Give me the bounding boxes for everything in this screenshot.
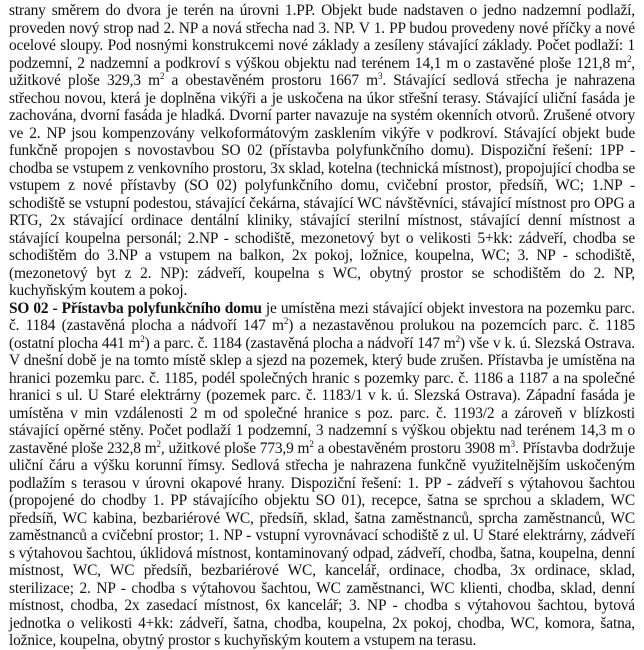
document-page xyxy=(9,0,635,650)
unit-exponent: 2 xyxy=(159,70,165,81)
text-run: . Stávající sedlová střecha je nahrazena střechou novou, která je doplněna vikýři a je uskočena na úkor střešní terasy. Stávající uliční fasáda je zachována, dvorní fasáda je hladká. Dvorní parter navazuje na systém okenních otvorů. Zrušené otvory ve 2. NP jsou kompenzovány velkoformátovým zasklením vikýře v podkroví. Stávající objekt bude funkčně propojen s novostavbou SO 02 (přístavba polyfunkčního domu). Dispoziční řešení: 1PP - chodba se vstupem z venkovního prostoru, 3x sklad, kotelna (technická místnost), propojující chodba se vstupem z nové přístavby (SO 02) polyfunkčního domu, cvičební prostor, předsíň, WC; 1.NP - schodiště se vstupní podestou, stávající čekárna, stávající WC návštěvníci, stávající místnost pro OPG a RTG, 2x stávající ordinace dentální kliniky, stávající sterilní místnost, stávající denní místnost a stávající koupelna personál; 2.NP - schodiště, mezonetový byt o velikosti 5+kk: zádveří, chodba se schodištěm do 3.NP a vstupem na balkon, 2x pokoj, ložnice, koupelna, WC; 3. NP - schodiště, (mezonetový byt z 2. NP): zádveří, koupelna s WC, obytný prostor se schodištěm do 2. NP, kuchyňským koutem a pokoj. xyxy=(9,72,635,299)
text-run: je umístěna mezi stávající objekt investora na pozemku parc. č. 1184 (zastavěná plocha a nádvoří 147 m xyxy=(9,299,635,334)
unit-exponent: 2 xyxy=(283,315,289,326)
unit-exponent: 2 xyxy=(140,333,145,344)
text-run: ) a nezastavěnou prolukou na pozemcích parc. č. 1185 (ostatní plocha 441 m xyxy=(9,317,635,352)
text-run: ) vše v k. ú. Slezská Ostrava. V dnešní době je na tomto místě sklep a sjezd na pozemek, který bude zrušen. Přístavba je umístěna na hranici pozemku parc. č. 1185, podél společných hranic s pozemky parc. č. 1186 a 1187 a na společné hranici s ul. U Staré elektrárny (pozemek parc. č. 1183/1 v k. ú. Slezská Ostrava). Západní fasáda je umístěna v min vzdálenosti 2 m od společné hranice s poz. parc. č. 1193/2 a zároveň v blízkosti stávající opěrné stěny. Počet podlaží 1 podzemní, 3 nadzemní s výškou objektu nad terénem 14,3 m o zastavěné ploše 232,8 m xyxy=(9,334,636,457)
paragraph-so-02 xyxy=(9,300,635,650)
text-run: strany směrem do dvora je terén na úrovni 1.PP. Objekt bude nadstaven o jedno nadzemní podlaží, proveden nový strop nad 2. NP a nová střecha nad 3. NP. V 1. PP budou provedeny nové příčky a nové ocelové sloupy. Pod nosnými konstrukcemi nové základy a zesíleny stávající základy. Počet podlaží: 1 podzemní, 2 nadzemní a podkroví s výškou objektu nad terénem 14,1 m o zastavěné ploše 121,8 m xyxy=(9,2,635,72)
text-run: , užitkové ploše 773,9 m xyxy=(160,439,310,457)
text-run: ) a parc. č. 1184 (zastavěná plocha a nádvoří 147 m xyxy=(144,334,456,352)
unit-exponent: 2 xyxy=(156,438,161,449)
text-run: a obestavěném prostoru 3908 m xyxy=(313,439,511,457)
text-run: , užitkové ploše 329,3 m xyxy=(9,54,635,89)
section-heading: SO 02 - Přístavba polyfunkčního domu xyxy=(9,299,262,317)
paragraph-so-01-continuation xyxy=(9,2,635,300)
unit-exponent: 3 xyxy=(510,438,515,449)
unit-exponent: 2 xyxy=(309,438,314,449)
unit-exponent: 2 xyxy=(626,53,632,64)
unit-exponent: 2 xyxy=(455,333,460,344)
unit-exponent: 3 xyxy=(377,70,383,81)
text-run: a obestavěném prostoru 1667 m xyxy=(164,72,378,89)
text-run: . Přístavba dodržuje uliční čáru a výšku korunní římsy. Sedlová střecha je nahrazena funkčně využitelnějším uskočeným podlažím s terasou v úrovni okapové hrany. Dispoziční řešení: 1. PP - zádveří s výtahovou šachtou (propojené do chodby 1. PP stávajícího objektu SO 01), recepce, šatna se sprchou a skladem, WC předsíň, WC kabina, bezbariérové WC, předsíň, sklad, šatna zaměstnanců, sprcha zaměstnanců, WC zaměstnanců a cvičební prostor; 1. NP - vstupní vyrovnávací schodiště z ul. U Staré elektrárny, zádveří s výtahovou šachtou, úklidová místnost, kontaminovaný odpad, zádveří, chodba, šatna, koupelna, denní místnost, WC, WC předsíň, bezbariérové WC, kancelář, ordinace, chodba, 3x ordinace, sklad, sterilizace; 2. NP - chodba s výtahovou šachtou, WC zaměstnanci, WC klienti, chodba, sklad, denní místnost, chodba, 2x zasedací místnost, 6x kancelář; 3. NP - chodba s výtahovou šachtou, bytová jednotka o velikosti 4+kk: zádveří, šatna, chodba, koupelna, 2x pokoj, chodba, WC, komora, šatna, ložnice, koupelna, obytný prostor s kuchyňským koutem a vstupem na terasu. xyxy=(9,439,635,649)
